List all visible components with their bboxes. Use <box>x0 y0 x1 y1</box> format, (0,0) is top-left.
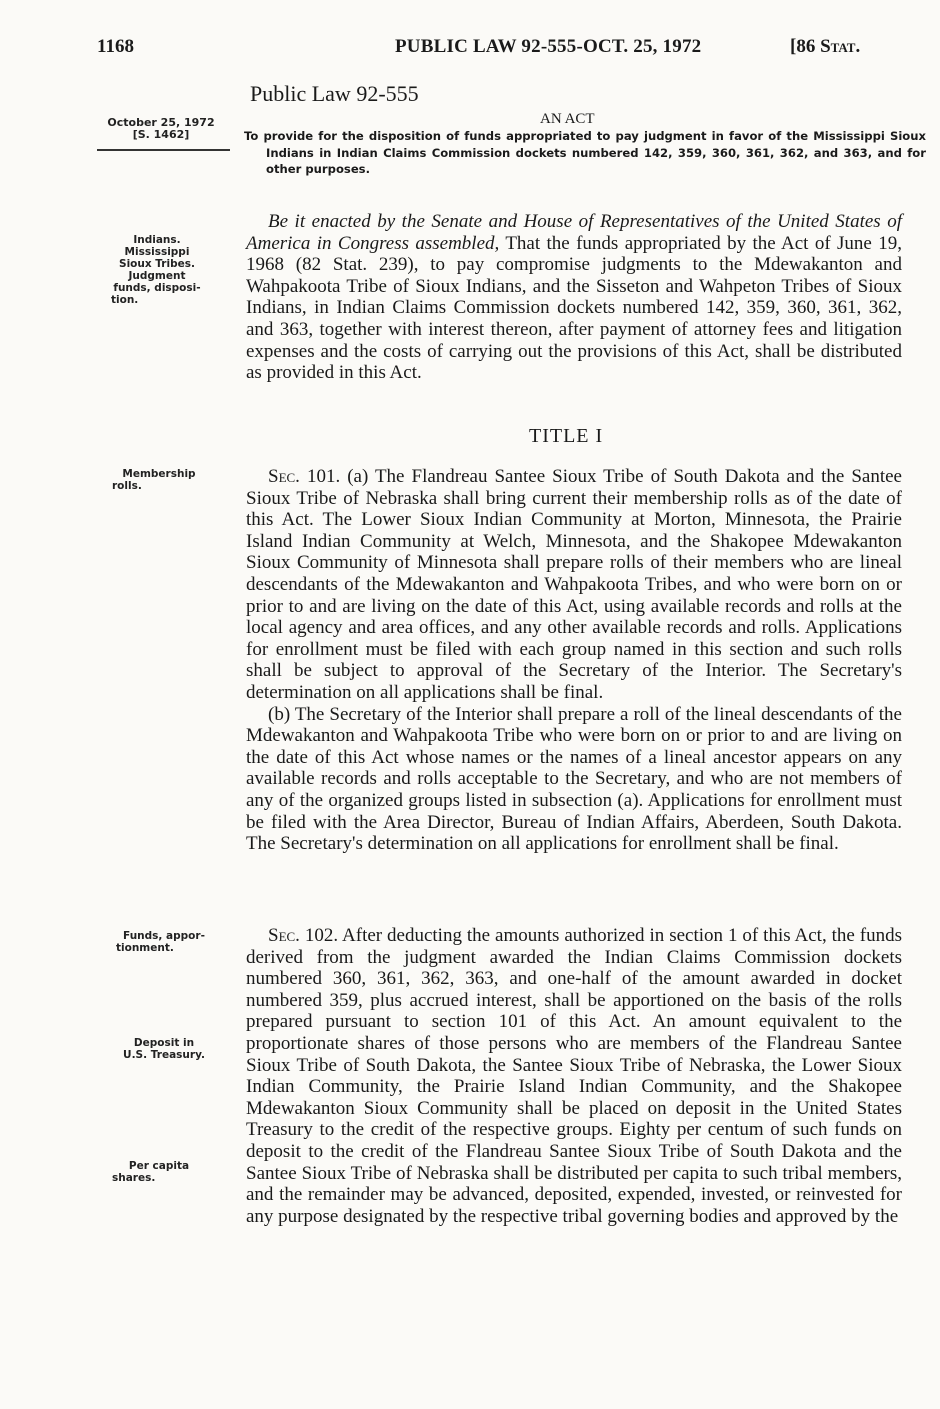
section-101 <box>246 466 902 855</box>
act-purpose: To provide for the disposition of funds appropriated to pay judgment in favor of the Mississippi Sioux Indians in Indian Claims Commission dockets numbered 142, 359, 360, 361, 362, and 363, and for other purposes. <box>244 129 926 176</box>
volume-stat: Stat. <box>820 36 861 57</box>
margin-line: U.S. Treasury. <box>123 1049 205 1061</box>
enactment-date: October 25, 1972 <box>107 116 215 129</box>
margin-line: Indians. <box>133 234 181 246</box>
margin-line: Membership <box>122 468 196 480</box>
act-label: AN ACT <box>540 111 595 127</box>
section-102 <box>246 925 902 1227</box>
margin-line: rolls. <box>112 480 142 492</box>
volume-reference <box>790 36 860 58</box>
margin-line: shares. <box>112 1172 156 1184</box>
enacting-clause <box>246 211 902 384</box>
margin-line: funds, disposi- <box>113 282 201 294</box>
margin-note-indians <box>97 234 217 306</box>
margin-note-deposit <box>104 1037 224 1061</box>
margin-note-funds <box>104 930 224 954</box>
section-label: Sec. <box>268 466 300 487</box>
law-title: Public Law 92-555 <box>250 81 419 106</box>
title-heading: TITLE I <box>529 425 604 447</box>
margin-line: Mississippi <box>124 246 190 258</box>
margin-line: tion. <box>111 294 139 306</box>
margin-line: Deposit in <box>133 1037 195 1049</box>
running-title: PUBLIC LAW 92-555-OCT. 25, 1972 <box>395 36 702 57</box>
enacting-text: That the funds appropriated by the Act of June 19, 1968 (82 Stat. 239), to pay compromise judgments to the Mdewakanton and Wahpakoota Tribe of Sioux Indians, and the Sisseton and Wahpeton Tribes of Sioux Indians, in Indian Claims Commission dockets numbered 142, 359, 360, 361, 362, and 363, together with interest thereon, after payment of attorney fees and litigation expenses and the costs of carrying out the provisions of this Act, shall be distributed as provided in this Act. <box>246 232 902 384</box>
margin-note-date <box>86 117 236 141</box>
section-101-a <box>246 466 902 704</box>
margin-line: Sioux Tribes. <box>119 258 195 270</box>
enacting-formula: Be it enacted by the Senate and House of Representatives of the United States of America in Congress assembled, <box>246 211 902 254</box>
margin-line: Judgment <box>128 270 186 282</box>
margin-line: Per capita <box>128 1160 190 1172</box>
section-text: 102. After deducting the amounts authorized in section 1 of this Act, the funds derived from the judgment awarded the Indian Claims Commission dockets numbered 360, 361, 362, 363, and one-half of the amount awarded in docket numbered 359, plus accrued interest, shall be apportioned on the basis of the rolls prepared pursuant to section 101 of this Act. An amount equivalent to the proportionate shares of those persons who are members of the Flandreau Santee Sioux Tribe of South Dakota, the Santee Sioux Tribe of Nebraska, the Lower Sioux Indian Community, the Prairie Island Indian Community, and the Shakopee Mdewakanton Sioux Community shall be placed on deposit in the United States Treasury to the credit of the respective groups. Eighty per centum of such funds on deposit to the credit of the Flandreau Santee Sioux Tribe of South Dakota and the Santee Sioux Tribe of Nebraska shall be distributed per capita to such tribal members, and the remainder may be advanced, deposited, expended, invested, or reinvested for any purpose designated by the respective tribal governing bodies and approved by the <box>246 925 902 1227</box>
margin-line: tionment. <box>116 942 174 954</box>
bill-number: [S. 1462] <box>132 128 190 141</box>
margin-note-per-capita <box>104 1160 214 1184</box>
volume-bracket: [86 <box>790 36 816 57</box>
section-text: 101. (a) The Flandreau Santee Sioux Tribe of South Dakota and the Santee Sioux Tribe of Nebraska shall bring current their membership rolls as of the date of this Act. The Lower Sioux Indian Community at Morton, Minnesota, the Prairie Island Indian Community at Welch, Minnesota, and the Shakopee Mdewakanton Sioux Community of Minnesota shall prepare rolls of their members who are lineal descendants of the Mdewakanton and Wahpakoota Tribes, and who were born on or prior to and are living on the date of this Act, using available records and rolls at the local agency and area offices, and any other available records and rolls. Applications for enrollment must be filed with each group named in this section and such rolls shall be subject to approval of the Secretary of the Interior. The Secretary's determination on all applications shall be final. <box>246 466 902 703</box>
margin-line: Funds, appor- <box>123 930 205 942</box>
margin-note-membership <box>104 468 214 492</box>
section-label: Sec. <box>268 925 300 946</box>
page-number: 1168 <box>97 36 134 57</box>
section-101-b: (b) The Secretary of the Interior shall prepare a roll of the lineal descendants of the Mdewakanton and Wahpakoota Tribe who were born on or prior to and are living on the date of this Act whose names or the names of a lineal ancestor appears on any available records and rolls acceptable to the Secretary, and who are not members of any of the organized groups listed in subsection (a). Applications for enrollment must be filed with the Area Director, Bureau of Indian Affairs, Aberdeen, South Dakota. The Secretary's determination on all applications for enrollment shall be final. <box>246 703 902 855</box>
date-divider <box>97 149 230 151</box>
